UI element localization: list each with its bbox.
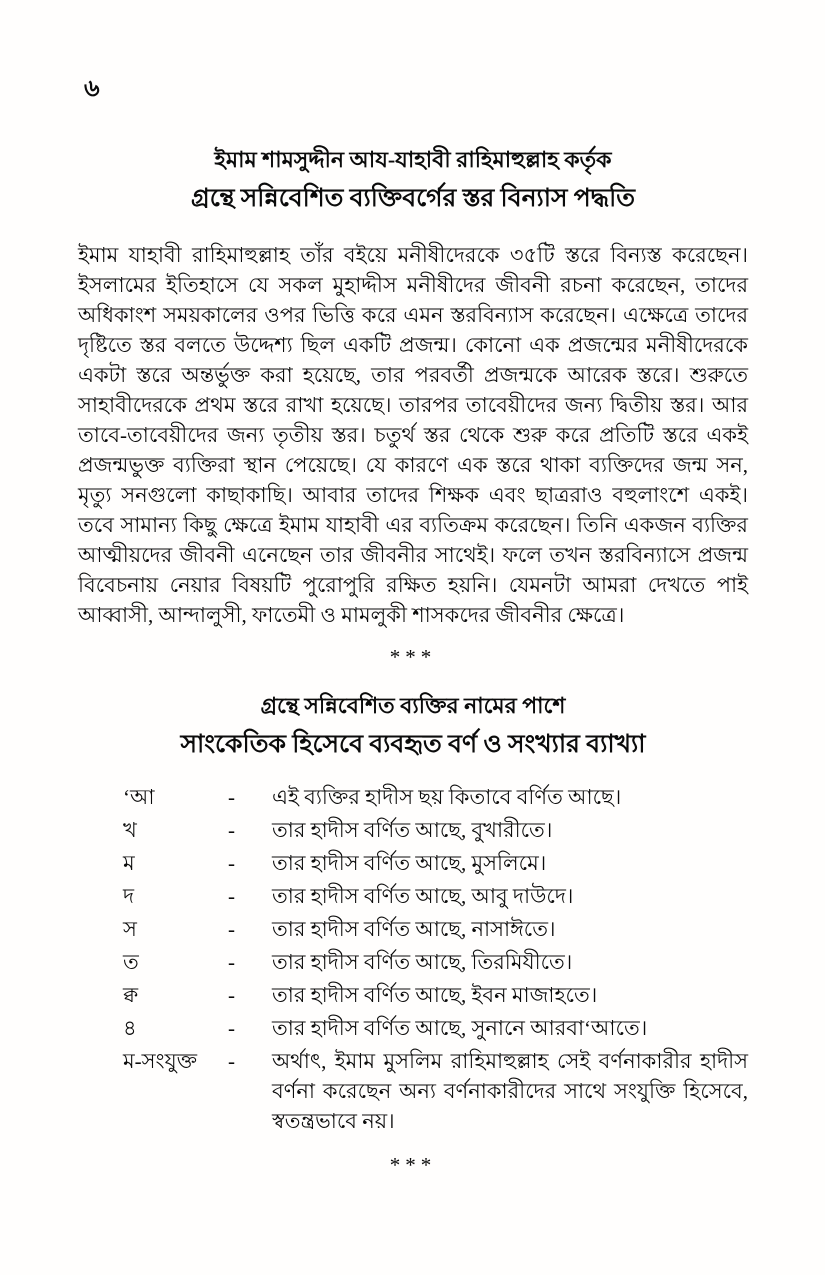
legend-text: তার হাদীস বর্ণিত আছে, ইবন মাজাহতে। bbox=[272, 983, 598, 1007]
section-break-bottom: *** bbox=[389, 1153, 437, 1177]
page-content bbox=[78, 142, 748, 1180]
legend-text: তার হাদীস বর্ণিত আছে, তিরমিযীতে। bbox=[272, 950, 573, 974]
legend-symbol: দ bbox=[123, 884, 135, 908]
legend-symbol: ক্ব bbox=[123, 983, 139, 1007]
legend-row bbox=[78, 914, 748, 944]
section1-heading-line2: গ্রন্থে সন্নিবেশিত ব্যক্তিবর্গের স্তর বিন্যাস পদ্ধতি bbox=[190, 185, 636, 212]
legend-dash: - bbox=[228, 983, 235, 1007]
legend-text: তার হাদীস বর্ণিত আছে, সুনানে আরবা‘আতে। bbox=[272, 1016, 648, 1040]
legend-row bbox=[78, 1013, 748, 1043]
legend-dash: - bbox=[228, 785, 235, 809]
legend-dash: - bbox=[228, 1049, 235, 1073]
legend-row bbox=[78, 881, 748, 911]
legend-row bbox=[78, 782, 748, 812]
legend-row bbox=[78, 947, 748, 977]
section2-heading-line2: সাংকেতিক হিসেবে ব্যবহৃত বর্ণ ও সংখ্যার ব্যাখ্যা bbox=[180, 731, 646, 758]
legend-text: তার হাদীস বর্ণিত আছে, বুখারীতে। bbox=[272, 818, 553, 842]
section1-heading bbox=[78, 142, 748, 220]
legend-row bbox=[78, 980, 748, 1010]
section-break-top: *** bbox=[389, 645, 437, 669]
legend-dash: - bbox=[228, 950, 235, 974]
legend-symbol: ম-সংযুক্ত bbox=[123, 1049, 198, 1073]
section1-body-paragraph: ইমাম যাহাবী রাহিমাহুল্লাহ তাঁর বইয়ে মনীষীদেরকে ৩৫টি স্তরে বিন্যস্ত করেছেন। ইসলামের ইতিহাসে যে সকল মুহাদ্দীস মনীষীদের জীবনী রচনা করেছেন, তাদের অধিকাংশ সময়কালের ওপর ভিত্তি করে এমন স্তরবিন্যাস করেছেন। এক্ষেত্রে তাদের দৃষ্টিতে স্তর বলতে উদ্দেশ্য ছিল একটি প্রজন্ম। কোনো এক প্রজন্মের মনীষীদেরকে একটা স্তরে অন্তর্ভুক্ত করা হয়েছে, তার পরবর্তী প্রজন্মকে আরেক স্তরে। শুরুতে সাহাবীদেরকে প্রথম স্তরে রাখা হয়েছে। তারপর তাবেয়ীদের জন্য দ্বিতীয় স্তর। আর তাবে-তাবেয়ীদের জন্য তৃতীয় স্তর। চতুর্থ স্তর থেকে শুরু করে প্রতিটি স্তরে একই প্রজন্মভুক্ত ব্যক্তিরা স্থান পেয়েছে। যে কারণে এক স্তরে থাকা ব্যক্তিদের জন্ম সন, মৃত্যু সনগুলো কাছাকাছি। আবার তাদের শিক্ষক এবং ছাত্ররাও বহুলাংশে একই। তবে সামান্য কিছু ক্ষেত্রে ইমাম যাহাবী এর ব্যতিক্রম করেছেন। তিনি একজন ব্যক্তির আত্মীয়দের জীবনী এনেছেন তার জীবনীর সাথেই। ফলে তখন স্তরবিন্যাসে প্রজন্ম বিবেচনায় নেয়ার বিষয়টি পুরোপুরি রক্ষিত হয়নি। যেমনটা আমরা দেখতে পাই আব্বাসী, আন্দালুসী, ফাতেমী ও মামলুকী শাসকদের জীবনীর ক্ষেত্রে। bbox=[78, 243, 748, 627]
legend-row bbox=[78, 848, 748, 878]
symbol-legend bbox=[78, 782, 748, 1136]
legend-symbol: ম bbox=[123, 851, 135, 875]
legend-dash: - bbox=[228, 1016, 235, 1040]
legend-symbol: ‘আ bbox=[123, 785, 155, 809]
legend-symbol: খ bbox=[123, 818, 137, 842]
legend-symbol: স bbox=[123, 917, 137, 941]
section2-heading bbox=[78, 688, 748, 766]
legend-text: তার হাদীস বর্ণিত আছে, নাসাঈতে। bbox=[272, 917, 556, 941]
legend-symbol: ৪ bbox=[123, 1016, 137, 1040]
legend-dash: - bbox=[228, 851, 235, 875]
section2-heading-line1: গ্রন্থে সন্নিবেশিত ব্যক্তির নামের পাশে bbox=[260, 693, 566, 718]
legend-symbol: ত bbox=[123, 950, 139, 974]
legend-text: তার হাদীস বর্ণিত আছে, মুসলিমে। bbox=[272, 851, 547, 875]
legend-row bbox=[78, 815, 748, 845]
legend-text: তার হাদীস বর্ণিত আছে, আবু দাউদে। bbox=[272, 884, 574, 908]
legend-dash: - bbox=[228, 818, 235, 842]
legend-text: অর্থাৎ, ইমাম মুসলিম রাহিমাহুল্লাহ সেই বর্ণনাকারীর হাদীস বর্ণনা করেছেন অন্য বর্ণনাকারীদের সাথে সংযুক্তি হিসেবে, স্বতন্ত্রভাবে নয়। bbox=[272, 1049, 748, 1133]
legend-row bbox=[78, 1046, 748, 1136]
section1-heading-line1: ইমাম শামসুদ্দীন আয-যাহাবী রাহিমাহুল্লাহ কর্তৃক bbox=[214, 147, 612, 172]
page-number: ৬ bbox=[84, 76, 100, 102]
legend-dash: - bbox=[228, 884, 235, 908]
legend-dash: - bbox=[228, 917, 235, 941]
legend-text: এই ব্যক্তির হাদীস ছয় কিতাবে বর্ণিত আছে। bbox=[272, 785, 622, 809]
